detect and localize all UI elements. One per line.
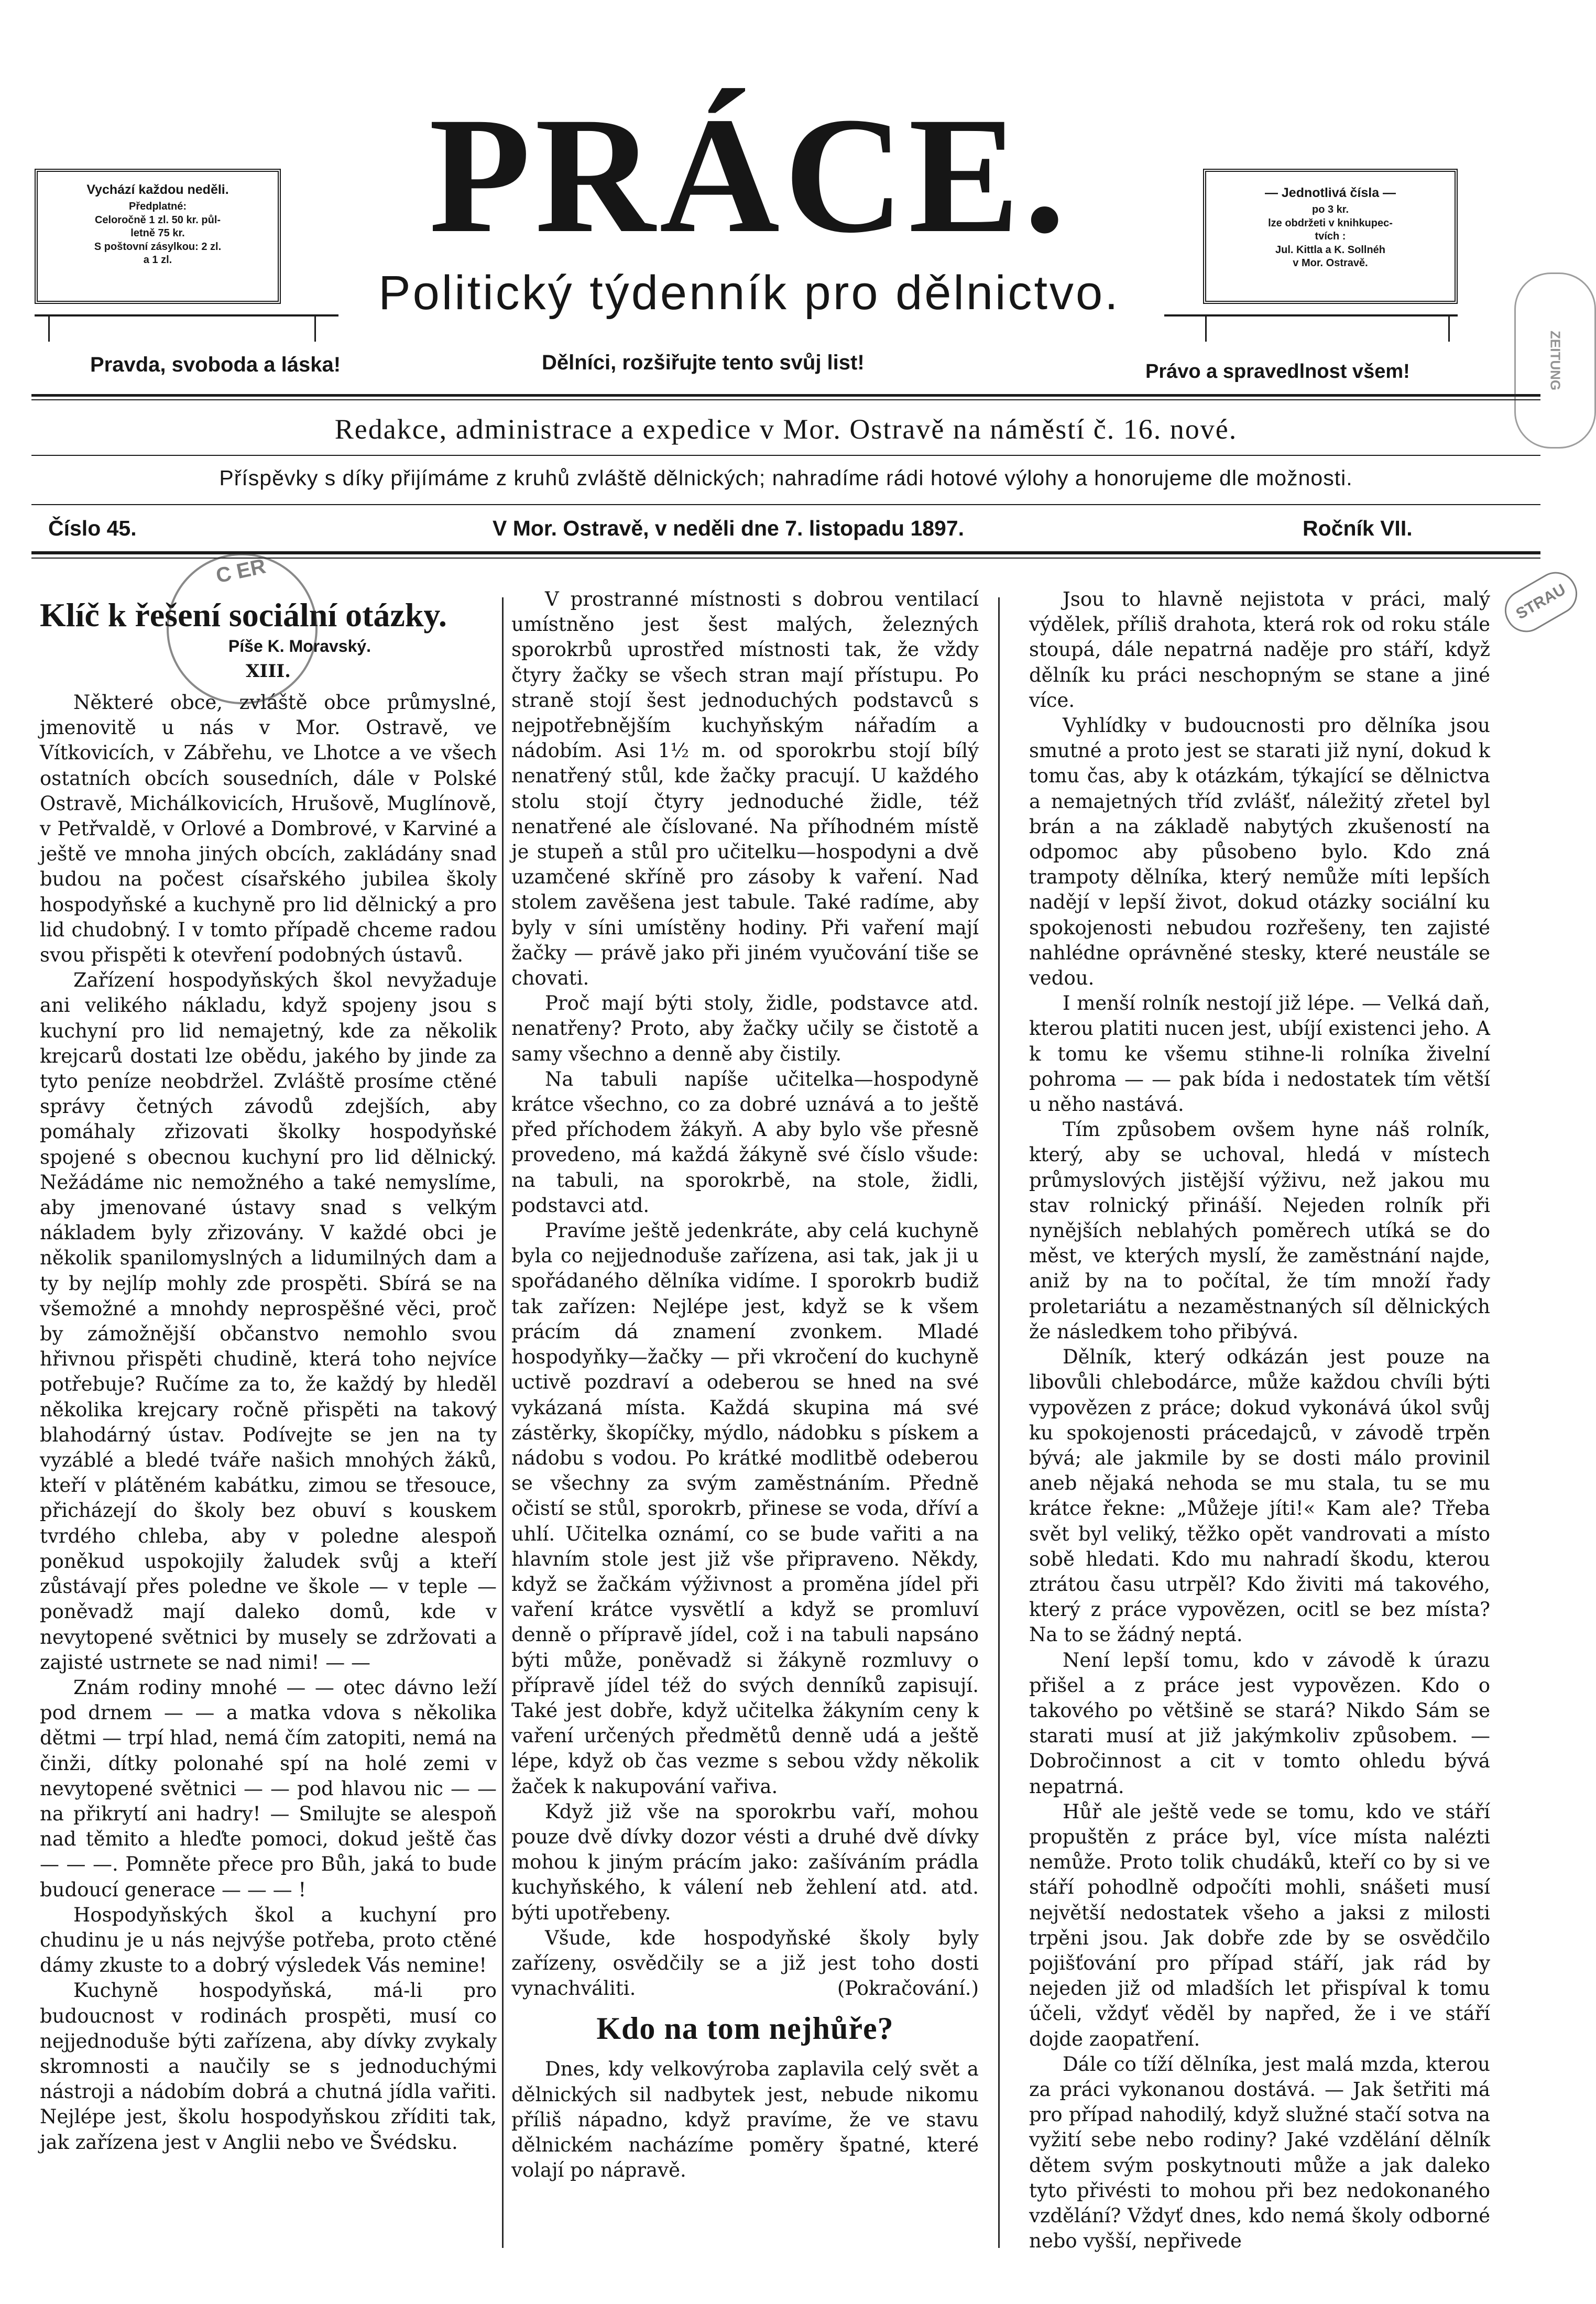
column-rule	[998, 597, 1000, 2248]
single-issue-line: lze obdržeti v knihkupec-	[1268, 217, 1393, 229]
paragraph: Není lepší tomu, kdo v závodě k úrazu přišel a z práce jest vypovězen. Kdo o takového po většině se stará? Nikdo Sám se starati musí at již jakýmkoliv způsobem. — Dobročinnost a cit v tomto ohledu bývá nepatrná.	[1029, 1648, 1490, 1798]
subscription-line: a 1 zl.	[143, 254, 172, 266]
column-rule	[502, 597, 504, 2248]
newspaper-title: PRÁCE.	[429, 83, 1070, 267]
paragraph-text: Všude, kde hospodyňské školy byly zařízeny, osvědčily se a již jest toho dosti vynachváliti.	[511, 1926, 979, 2000]
motto-left: Pravda, svoboda a láska!	[90, 353, 341, 376]
library-stamp	[1497, 564, 1584, 640]
paragraph: Vyhlídky v budoucnosti pro dělníka jsou smutné a proto jest se starati již nyní, dokud k tomu čas, aby k otázkám, týkající se dělnictva a nemajetných tříd zvlášť, náležitý zřetel byl brán a na základě nabytých zkušeností na odpomoc aby působeno bylo. Kdo zná trampoty dělníka, který nemůže míti lepších nadějí v lepší život, dokud otázky sociální ku spokojenosti nebudou rozřešeny, ten zajisté nahlédne oprávněné stesky, které neustále se vedou.	[1029, 714, 1490, 990]
paragraph: Pravíme ještě jedenkráte, aby celá kuchyně byla co nejjednoduše zařízena, asi tak, jak ji u spořádaného dělníka vidíme. I sporokrb budiž tak zařízen: Nejlépe jest, když se k všem prácím dá znamení zvonkem. Mladé hospodyňky—žačky — při vkročení do kuchyně uctivě pozdraví a odeberou se hned na své vykázaná místa. Každá skupina má své zástěrky, škopíčky, mýdlo, nádobku s pískem a nádobu s vodou. Po krátké modlitbě odeberou se všechny za svým zaměstnáním. Předně očistí se stůl, sporokrb, přinese se voda, dříví a uhlí. Učitelka oznámí, co se bude vařiti a na hlavním stole jest již vše připraveno. Někdy, když se žačkám výživnost a proměna jídel při vaření krátce vysvětlí a když se promluví denně o přípravě jídel, což i na tabuli napsáno býti může, poněvadž si žákyně rozmluvy o přípravě jídel též do svých denníků zapisují. Také jest dobře, když učitelka žákyním ceny k vaření určených předmětů denně udá a ještě lépe, když ob čas vezme s sebou vždy několik žaček k nakupování vařiva.	[511, 1219, 979, 1798]
library-stamp-text: STRAU	[1513, 581, 1569, 623]
paragraph: Dále co tíží dělníka, jest malá mzda, kterou za práci vykonanou dostává. — Jak šetřiti má pro případ nahodilý, když služné stačí sotva na vyžití sebe nebo rodiny? Jaké vzdělání dělník dětem svým poskytnouti může a jak daleko tyto přivésti to mohou při bez nedokonaného vzdělání? Vždyť dnes, kdo nemá školy odborné nebo vyšší, nepřivede	[1029, 2052, 1490, 2253]
paragraph: Hůř ale ještě vede se tomu, kdo ve stáří propuštěn z práce byl, více místa nalézti nemůže. Proto tolik chudáků, kteří co by si ve stáří pohodlně odpočíti mohli, snášeti musí největší nedostatek všeho a jaksi z milosti trpěni jsou. Jak dobře zde by se osvědčilo pojišťování pro případ stáří, jak rád by nejeden již od mladších let přispíval k tomu účeli, vždyť věděl by napřed, že i ve stáří dojde zaopatření.	[1029, 1800, 1490, 2050]
masthead-rule	[31, 399, 1540, 400]
issue-number: Číslo 45.	[48, 516, 137, 540]
library-stamp	[167, 553, 318, 704]
subscription-box	[35, 169, 281, 304]
issue-date: V Mor. Ostravě, v neděli dne 7. listopadu 1897.	[493, 516, 965, 540]
motto-center: Dělníci, rozšiřujte tento svůj list!	[542, 351, 865, 374]
motto-right: Právo a spravedlnost všem!	[1145, 361, 1410, 383]
paragraph: Kuchyně hospodyňská, má-li pro budoucnost v rodinách prospěti, musí co nejjednoduše býti zařízena, aby dívky zvykaly skromnosti a naučily se s jednoduchými nástroji a nádobím dobrá a chutná jídla vařiti. Nejlépe jest, školu hospodyňskou zříditi tak, jak zařízena jest v Anglii nebo ve Švédsku.	[40, 1979, 497, 2154]
subscription-line: Celoročně 1 zl. 50 kr. půl-	[94, 214, 221, 226]
paragraph: V prostranné místnosti s dobrou ventilací umístněno jest šest malých, železných sporokrbů uprostřed místnosti tak, že vždy čtyry žačky se všech stran mají přístupu. Po straně stojí šest jednoduchých podstavců s nejpotřebnějším kuchyňským nářadím a nádobím. Asi 1½ m. od sporokrbu stojí bílý nenatřený stůl, kde žačky pracují. U každého stolu stojí čtyry jednoduché židle, též nenatřené ale číslované. Na příhodném místě je stupeň a stůl pro učitelku—hospodyni a dvě uzamčené skříně pro zásoby k vaření. Nad stolem zavěšena jest tabule. Také radíme, aby byly v síni umístěny hodiny. Při vaření mají žačky — právě jako při jiném vyučování tiše se chovati.	[511, 588, 979, 990]
paragraph: Dělník, který odkázán jest pouze na libovůli chlebodárce, může každou chvíli býti vypovězen z práce; dokud vykonává úkol svůj ku spokojenosti prácedajců, v závodě trpěn bývá; ale jakmile by se dosti málo provinil aneb nějaká nehoda se mu stala, tu se mu krátce řekne: „Můžeje jíti!« Kam ale? Třeba svět byl veliký, těžko opět vandrovati a místo sobě hledati. Kdo mu nahradí škodu, kterou ztrátou času utrpěl? Kdo živiti má takového, který z práce vypovězen, ocitl se bez místa? Na to se žádný neptá.	[1029, 1346, 1490, 1646]
column-3	[1029, 587, 1490, 2253]
paragraph: Jsou to hlavně nejistota v práci, malý výdělek, příliš drahota, která rok od roku stále stoupá, dále nepatrná naděje pro stáří, když dělník ku práci neschopným se stane a jiné více.	[1029, 588, 1490, 712]
column-1	[40, 591, 497, 2242]
paragraph	[511, 1926, 979, 2002]
paragraph: I menší rolník nestojí již lépe. — Velká daň, kterou platiti nucen jest, ubíjí existenci jeho. A k tomu ke všemu stihne-li rolníka živelní pohroma — — pak bída i nedostatek tím větší u něho nastává.	[1029, 992, 1490, 1116]
subscription-line: letně 75 kr.	[130, 227, 185, 239]
single-issue-line: Jul. Kittla a K. Sollnéh	[1275, 244, 1386, 256]
masthead-rule	[31, 504, 1540, 505]
article-part-number: XIII.	[246, 660, 291, 682]
article-headline: Kdo na tom nejhůře?	[596, 2011, 894, 2046]
masthead-rule	[31, 394, 1540, 397]
library-stamp-text: ZEITUNG	[1547, 330, 1564, 391]
masthead-rule	[48, 316, 50, 342]
column-2	[511, 587, 979, 2237]
subscription-line: Vychází každou neděli.	[86, 182, 229, 197]
subscription-line: S poštovní zásylkou: 2 zl.	[94, 241, 222, 253]
masthead-rule	[314, 316, 316, 342]
masthead-rule	[1164, 314, 1458, 316]
library-stamp	[1514, 272, 1596, 449]
article-headline: Klíč k řešení sociální otázky.	[40, 596, 447, 634]
issue-volume: Ročník VII.	[1303, 516, 1413, 540]
paragraph: Zařízení hospodyňských škol nevyžaduje ani velikého nákladu, když spojeny jsou s kuchyní pro lid nemajetný, kde za několik krejcarů dostati lze obědu, jakého by jinde za tyto peníze neobdržel. Zvláště prosíme ctěné správy četných závodů zdejších, aby pomáhaly zřizovati školky hospodyňské spojené s obecnou kuchyní pro lid dělnický. Nežádáme nic nemožného a také nemyslíme, aby jmenované ústavy snad s velkým nákladem byly zřizovány. V každé obci je několik spanilomyslných a lidumilných dam a ty by nejlíp mohly zde prospěti. Sbírá se na všemožné a mnohdy neprospěšné věci, proč by zámožnější občanstvo nemohlo svou hřivnou přispěti chudině, která toho nejvíce potřebuje? Ručíme za to, že každý by hleděl několika krejcary ročně přispěti na takový blahodárný ústav. Podívejte se jen na ty vyzáblé a bledé tváře našich mnohých žáků, kteří v plátěném kabátku, zimou se třesouce, přicházejí do školy bez obuví s kouskem tvrdého chleba, aby v poledne alespoň poněkud uspokojily žaludek svůj a kteří zůstávají přes poledne ve škole — v teple — poněvadž mají daleko domů, kde v nevytopené světnici by musely se zdržovati a zajisté ustrnete se nad nimi! — —	[40, 969, 497, 1674]
paragraph: Tím způsobem ovšem hyne náš rolník, který, aby se uchoval, hledá v místech průmyslových jistější výživu, než jakou mu stav rolnický přináší. Nejeden rolník při nynějších neblahých poměrech utíká se do měst, ve kterých myslí, že zaměstnání najde, aniž by na to počítal, že tím množí řady proletariátu a nezaměstnaných síl dělnických že následkem toho přibývá.	[1029, 1118, 1490, 1343]
masthead-rule	[1448, 316, 1450, 342]
contributions-notice: Příspěvky s díky přijímáme z kruhů zvláště dělnických; nahradíme rádi hotové výlohy a honorujeme dle možnosti.	[219, 466, 1353, 490]
paragraph: Dnes, kdy velkovýroba zaplavila celý svět a dělnických sil nadbytek jest, nebude nikomu příliš nápadno, když pravíme, že ve stavu dělnickém nacházíme poměry špatné, které volají po nápravě.	[511, 2058, 979, 2182]
paragraph: Některé obce, zvláště obce průmyslné, jmenovitě u nás v Mor. Ostravě, ve Vítkovicích, v Zábřehu, ve Lhotce a ve všech ostatních obcích sousedních, dále v Polské Ostravě, Michálkovicích, Hrušově, Muglínově, v Petřvaldě, v Orlové a Dombrové, v Karviné a ještě ve mnoha jiných obcích, zakládány snad budou na počest císařského jubilea školy hospodyňské a kuchyně pro lid dělnický a pro lid chudobný. I v tomto případě chceme radou svou přispěti k otevření podobných ústavů.	[40, 691, 497, 967]
subscription-line: Předplatné:	[128, 201, 187, 212]
single-issue-box	[1203, 169, 1458, 304]
single-issue-line: v Mor. Ostravě.	[1293, 257, 1368, 269]
paragraph: Hospodyňských škol a kuchyní pro chudinu je u nás nejvýše potřeba, proto ctěné dámy zkuste to a dobrý výsledek Vás nemine!	[40, 1903, 497, 1977]
newspaper-subtitle: Politický týdenník pro dělnictvo.	[378, 266, 1120, 320]
single-issue-line: po 3 kr.	[1311, 204, 1349, 215]
single-issue-line: — Jednotlivá čísla —	[1264, 185, 1396, 200]
continued-note: (Pokračování.)	[837, 1977, 979, 2000]
paragraph: Když již vše na sporokrbu vaří, mohou pouze dvě dívky dozor vésti a druhé dvě dívky mohou k jiným prácím jako: zašíváním prádla kuchyňského, k válení neb žehlení atd. atd. býti upotřebeny.	[511, 1800, 979, 1924]
paragraph: Znám rodiny mnohé — — otec dávno leží pod drnem — — a matka vdova s několika dětmi — trpí hlad, nemá čím zatopiti, nemá na činži, dítky polonahé spí na holé zemi v nevytopené světnici — — pod hlavou nic — — na přikrytí ani hadry! — Smilujte se alespoň nad těmito a hleďte pomoci, dokud ještě čas — — —. Pomněte přece pro Bůh, jaká to bude budoucí generace — — — !	[40, 1676, 497, 1901]
paragraph: Proč mají býti stoly, židle, podstavce atd. nenatřeny? Proto, aby žačky učily se čistotě a samy všechno a denně aby čistily.	[511, 992, 979, 1065]
library-stamp-text: C ER	[214, 554, 268, 588]
masthead-rule	[31, 551, 1540, 554]
masthead-rule	[1205, 316, 1207, 342]
masthead-rule	[31, 455, 1540, 456]
single-issue-line: tvích :	[1315, 231, 1346, 243]
editorial-address: Redakce, administrace a expedice v Mor. Ostravě na náměstí č. 16. nové.	[334, 413, 1238, 445]
masthead-rule	[35, 314, 338, 316]
paragraph: Na tabuli napíše učitelka—hospodyně krátce všechno, co za dobré uznává a to ještě před příchodem žákyň. A aby bylo vše přesně provedeno, má každá žákyně své číslo všude: na tabuli, na sporokrbě, na stole, židli, podstavci atd.	[511, 1067, 979, 1217]
article-byline: Píše K. Moravský.	[228, 637, 371, 656]
